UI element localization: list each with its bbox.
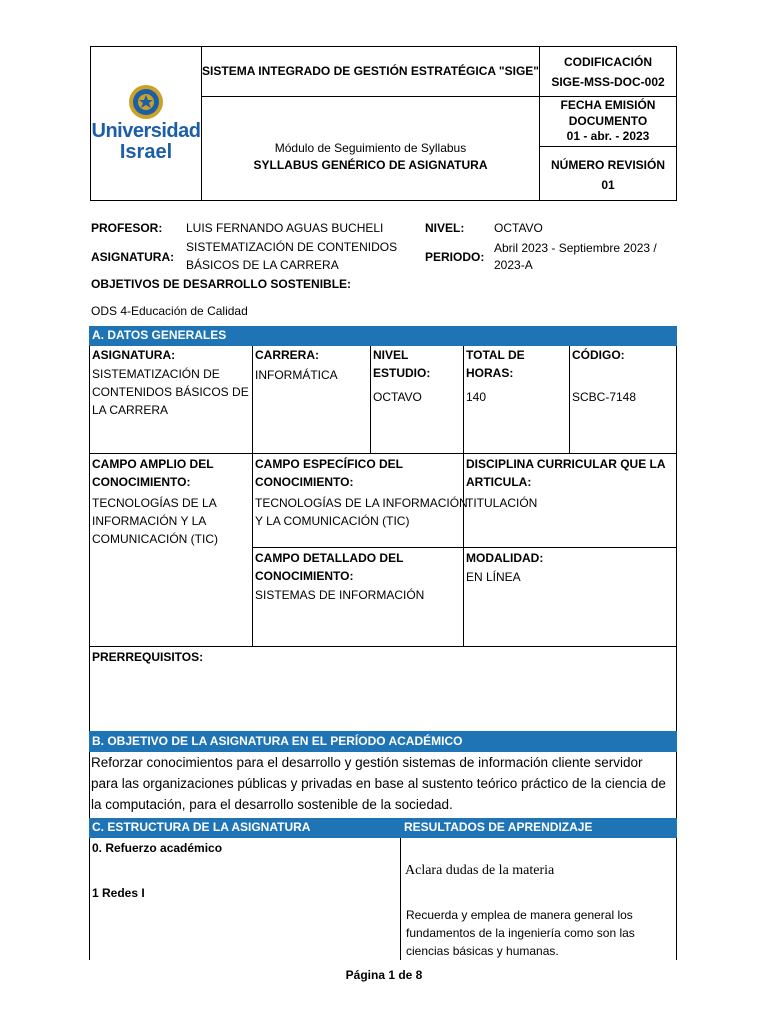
nivel-label: NIVEL:: [425, 221, 465, 235]
campo-amplio-value-line-3: COMUNICACIÓN (TIC): [92, 532, 218, 546]
module-title: Módulo de Seguimiento de Syllabus: [274, 141, 467, 155]
objective-line-3: la computación, para el desarrollo sostenible de la sociedad.: [91, 797, 453, 812]
codification-label: CODIFICACIÓN: [564, 55, 652, 69]
section-b-header: B. OBJETIVO DE LA ASIGNATURA EN EL PERÍODO ACADÉMICO: [89, 731, 677, 752]
campo-amplio-header-line-1: CAMPO AMPLIO DEL: [92, 457, 214, 471]
periodo-label: PERIODO:: [425, 250, 485, 264]
horas-header-line-1: TOTAL DE: [466, 348, 525, 362]
carrera-header: CARRERA:: [255, 348, 319, 362]
revision-label: NÚMERO REVISIÓN: [550, 158, 665, 172]
campo-especifico-header-line-2: CONOCIMIENTO:: [255, 475, 354, 489]
asignatura-value-2: BÁSICOS DE LA CARRERA: [186, 258, 339, 272]
nivel-value: OCTAVO: [373, 390, 422, 404]
structure-item-1: 1 Redes I: [92, 886, 145, 900]
modalidad-header: MODALIDAD:: [466, 551, 544, 565]
result-1: [406, 906, 635, 960]
date-label-1: FECHA EMISIÓN: [560, 98, 656, 112]
codigo-header: CÓDIGO:: [572, 348, 625, 362]
revision-value: 01: [601, 178, 615, 192]
result-0: Aclara dudas de la materia: [405, 863, 555, 878]
section-b-objective: [91, 752, 675, 815]
result-1-line-2: fundamentos de la ingeniería como son las: [406, 926, 635, 940]
structure-item-0: 0. Refuerzo académico: [92, 841, 223, 855]
carrera-value: INFORMÁTICA: [255, 368, 338, 382]
campo-detallado-value: SISTEMAS DE INFORMACIÓN: [255, 588, 425, 602]
system-title: SISTEMA INTEGRADO DE GESTIÓN ESTRATÉGICA "SIGE": [202, 64, 539, 78]
date-value: 01 - abr. - 2023: [566, 129, 650, 143]
campo-amplio-header-line-2: CONOCIMIENTO:: [92, 475, 191, 489]
date-label-2: DOCUMENTO: [568, 114, 648, 128]
profesor-label: PROFESOR:: [91, 221, 163, 235]
logo-line-2: Israel: [119, 141, 173, 163]
prerrequisitos-header: PRERREQUISITOS:: [92, 650, 204, 664]
modalidad-value: EN LÍNEA: [466, 570, 521, 584]
ods-value: ODS 4-Educación de Calidad: [91, 304, 248, 318]
logo-line-1: Universidad: [91, 120, 201, 142]
ods-label: OBJETIVOS DE DESARROLLO SOSTENIBLE:: [91, 277, 352, 291]
university-logo: [90, 80, 202, 170]
campo-especifico-header-line-1: CAMPO ESPECÍFICO DEL: [255, 457, 404, 471]
horas-header-line-2: HORAS:: [466, 366, 514, 380]
page-number: Página 1 de 8: [345, 968, 423, 982]
periodo-value-2: 2023-A: [494, 258, 533, 272]
disciplina-header-line-2: ARTICULA:: [466, 475, 532, 489]
nivel-header-line-1: NIVEL: [373, 348, 409, 362]
periodo-value-1: Abril 2023 - Septiembre 2023 /: [494, 241, 657, 255]
asignatura-header: ASIGNATURA:: [92, 348, 176, 362]
result-1-line-3: ciencias básicas y humanas.: [406, 944, 559, 958]
asignatura-value-line-2: CONTENIDOS BÁSICOS DE: [92, 385, 249, 399]
seal-icon: [126, 82, 166, 122]
result-1-line-1: Recuerda y emplea de manera general los: [406, 908, 633, 922]
profesor-value: LUIS FERNANDO AGUAS BUCHELI: [186, 221, 384, 235]
campo-especifico-value-line-2: Y LA COMUNICACIÓN (TIC): [255, 514, 410, 528]
horas-value: 140: [466, 390, 487, 404]
section-c-header: C. ESTRUCTURA DE LA ASIGNATURA: [89, 818, 401, 838]
campo-detallado-header-line-2: CONOCIMIENTO:: [255, 569, 354, 583]
disciplina-header-line-1: DISCIPLINA CURRICULAR QUE LA: [466, 457, 666, 471]
campo-detallado-header-line-1: CAMPO DETALLADO DEL: [255, 551, 404, 565]
objective-line-2: para las organizaciones públicas y privadas en base al sustento teórico práctico de la ciencia de: [91, 776, 666, 791]
syllabus-title: SYLLABUS GENÉRICO DE ASIGNATURA: [253, 158, 488, 172]
campo-amplio-value-line-1: TECNOLOGÍAS DE LA: [92, 496, 217, 510]
campo-especifico-value-line-1: TECNOLOGÍAS DE LA INFORMACIÓN: [255, 496, 468, 510]
codification-value: SIGE-MSS-DOC-002: [551, 75, 665, 89]
nivel-header-line-2: ESTUDIO:: [373, 366, 431, 380]
asignatura-value-1: SISTEMATIZACIÓN DE CONTENIDOS: [186, 240, 398, 254]
asignatura-label: ASIGNATURA:: [91, 250, 175, 264]
campo-amplio-value-line-2: INFORMACIÓN Y LA: [92, 514, 207, 528]
nivel-value: OCTAVO: [494, 221, 543, 235]
section-a-header: A. DATOS GENERALES: [89, 326, 677, 346]
results-header: RESULTADOS DE APRENDIZAJE: [401, 818, 677, 838]
codigo-value: SCBC-7148: [572, 390, 637, 404]
asignatura-value-line-3: LA CARRERA: [92, 403, 169, 417]
disciplina-value: TITULACIÓN: [466, 496, 538, 510]
asignatura-value-line-1: SISTEMATIZACIÓN DE: [92, 367, 220, 381]
objective-line-1: Reforzar conocimientos para el desarrollo y gestión sistemas de información cliente servidor: [91, 755, 643, 770]
